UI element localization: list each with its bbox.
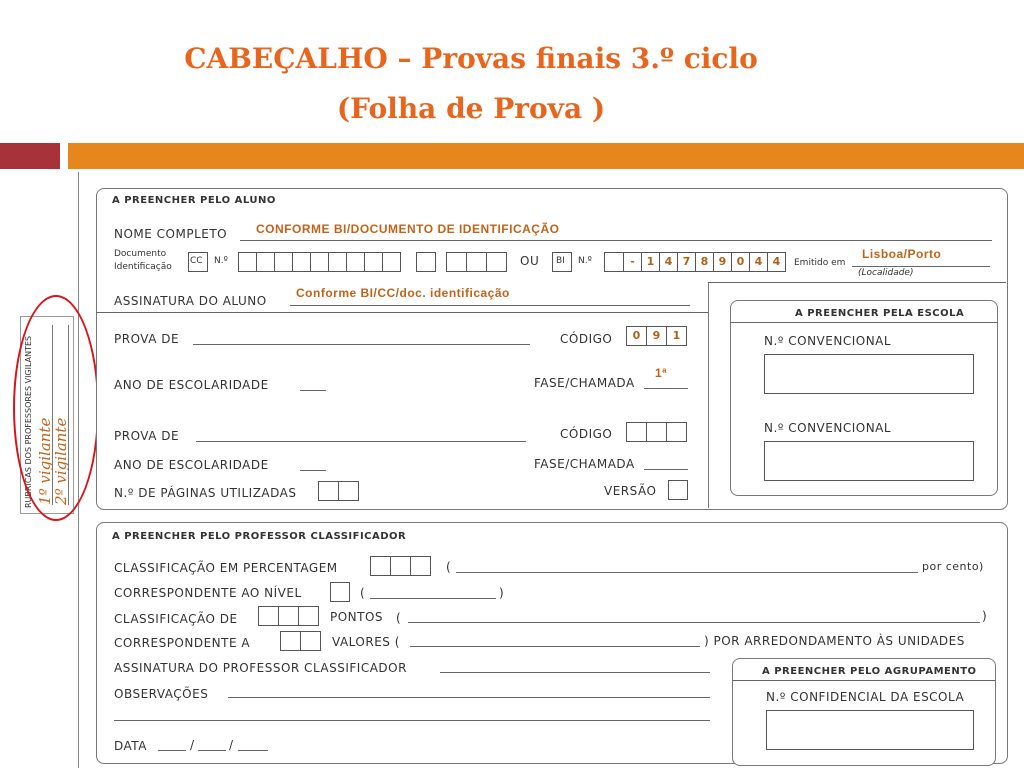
pontos-label: PONTOS (330, 610, 384, 624)
codigo1-digit: 0 (627, 327, 647, 345)
ano2-label: ANO DE ESCOLARIDADE (114, 458, 269, 472)
codigo1-digit: 1 (672, 329, 681, 342)
assinatura-professor-label: ASSINATURA DO PROFESSOR CLASSIFICADOR (114, 661, 407, 675)
prova2-label: PROVA DE (114, 429, 180, 443)
arredondamento-label: ) POR ARREDONDAMENTO ÀS UNIDADES (704, 634, 965, 648)
paginas-cells[interactable] (318, 481, 359, 501)
page-title: CABEÇALHO – Provas finais 3.º ciclo (184, 42, 758, 75)
fase2-line (644, 469, 688, 470)
accent-bar-orange (68, 143, 1024, 169)
convencional2-box[interactable] (764, 441, 974, 481)
cc-number-cells[interactable] (238, 252, 401, 272)
convencional1-box[interactable] (764, 354, 974, 394)
observacoes-label: OBSERVAÇÕES (114, 687, 209, 701)
bi-digit: 9 (714, 253, 732, 271)
convencional2-label: N.º CONVENCIONAL (764, 421, 892, 435)
classificacao-cells[interactable] (258, 606, 319, 626)
vigilante-2: 2º vigilante (52, 417, 70, 505)
percentagem-label: CLASSIFICAÇÃO EM PERCENTAGEM (114, 561, 338, 575)
emitido-value[interactable]: Lisboa/Porto (862, 247, 942, 261)
accent-bar-red (0, 143, 60, 169)
percentagem-paren: ( (446, 560, 452, 574)
assinatura-professor-line (440, 672, 710, 673)
pontos-paren: ( (396, 611, 402, 625)
nivel-label: CORRESPONDENTE AO NÍVEL (114, 586, 302, 600)
ano2-line (300, 470, 326, 471)
percentagem-cells[interactable] (370, 556, 431, 576)
bi-label: BI (556, 256, 565, 266)
versao-box[interactable] (668, 480, 688, 500)
assinatura-aluno-line (290, 305, 690, 306)
bi-digit: 1 (642, 253, 660, 271)
highlight-oval (13, 295, 99, 521)
data-sep-1: / (190, 738, 195, 752)
correspondente-label: CORRESPONDENTE A (114, 636, 251, 650)
emitido-label: Emitido em (794, 258, 846, 268)
ano1-label: ANO DE ESCOLARIDADE (114, 378, 269, 392)
codigo1-digit: 9 (647, 327, 667, 345)
fase1-label: FASE/CHAMADA (534, 376, 635, 390)
data-day-line (158, 750, 186, 751)
ou-label: OU (520, 254, 540, 268)
assinatura-aluno-label: ASSINATURA DO ALUNO (114, 294, 267, 308)
bi-digit: 4 (750, 253, 768, 271)
student-section-header: A PREENCHER PELO ALUNO (112, 195, 276, 206)
correspondente-cells[interactable] (280, 631, 321, 651)
identificacao-label: Identificação (114, 262, 172, 272)
teacher-section-header: A PREENCHER PELO PROFESSOR CLASSIFICADOR (112, 531, 407, 542)
versao-label: VERSÃO (604, 484, 657, 498)
pontos-line (408, 622, 980, 623)
group-header-line (732, 680, 996, 681)
bi-digit: 0 (732, 253, 750, 271)
codigo2-label: CÓDIGO (560, 427, 613, 441)
rubricas-label: RUBRICAS DOS PROFESSORES VIGILANTES (24, 335, 33, 508)
observacoes-line-2 (114, 720, 710, 721)
bi-digit: 8 (696, 253, 714, 271)
prova1-line (193, 344, 530, 345)
bi-number-cells[interactable] (604, 252, 786, 272)
school-header-line (730, 322, 998, 323)
convencional1-label: N.º CONVENCIONAL (764, 334, 892, 348)
school-section-header: A PREENCHER PELA ESCOLA (795, 308, 965, 319)
valores-label: VALORES ( (332, 635, 400, 649)
data-label: DATA (114, 739, 147, 753)
n2-label: N.º (578, 256, 592, 266)
n-label: N.º (214, 256, 228, 266)
page-subtitle: (Folha de Prova ) (336, 92, 606, 125)
observacoes-line-1 (228, 697, 710, 698)
data-month-line (198, 750, 226, 751)
valores-line (410, 646, 700, 647)
bi-digit: 4 (660, 253, 678, 271)
nivel-line (370, 598, 496, 599)
prova2-line (196, 441, 526, 442)
documento-label: Documento (114, 249, 167, 259)
data-year-line (238, 750, 268, 751)
nivel-paren-close: ) (499, 586, 505, 600)
student-divider (96, 312, 708, 313)
bi-digit: 7 (678, 253, 696, 271)
codigo2-cells[interactable] (626, 422, 687, 442)
fase2-label: FASE/CHAMADA (534, 457, 635, 471)
data-sep-2: / (229, 738, 234, 752)
nome-value[interactable]: CONFORME BI/DOCUMENTO DE IDENTIFICAÇÃO (256, 222, 560, 236)
cc-suffix-cells[interactable] (446, 252, 507, 272)
fase1-value[interactable]: 1ª (655, 366, 668, 380)
nivel-paren-open: ( (360, 586, 366, 600)
codigo1-cells[interactable] (626, 326, 687, 346)
student-vertical-divider (708, 282, 709, 508)
bi-digit: - (624, 253, 642, 271)
nivel-box[interactable] (330, 582, 350, 602)
paginas-label: N.º DE PÁGINAS UTILIZADAS (114, 486, 297, 500)
ano1-line (300, 390, 326, 391)
confidencial-box[interactable] (766, 710, 974, 750)
cc-check-box[interactable] (416, 252, 436, 272)
localidade-label: (Localidade) (858, 268, 914, 278)
percentagem-line (456, 572, 918, 573)
pontos-paren-close: ) (982, 609, 988, 623)
bi-digit: 4 (772, 255, 781, 268)
confidencial-label: N.º CONFIDENCIAL DA ESCOLA (766, 690, 965, 704)
fase1-line (644, 388, 688, 389)
vigilante-1: 1º vigilante (36, 417, 54, 505)
prova1-label: PROVA DE (114, 332, 180, 346)
emitido-line (852, 266, 990, 267)
codigo1-label: CÓDIGO (560, 332, 613, 346)
group-section-header: A PREENCHER PELO AGRUPAMENTO (762, 666, 977, 677)
student-top-divider (708, 282, 1006, 283)
bi-digit (605, 253, 624, 271)
cc-label: CC (190, 256, 203, 266)
assinatura-aluno-value[interactable]: Conforme BI/CC/doc. identificação (296, 286, 510, 300)
nome-line (240, 240, 992, 241)
classificacao-label: CLASSIFICAÇÃO DE (114, 612, 238, 626)
nome-label: NOME COMPLETO (114, 227, 228, 241)
por-cento-label: por cento) (922, 560, 984, 573)
